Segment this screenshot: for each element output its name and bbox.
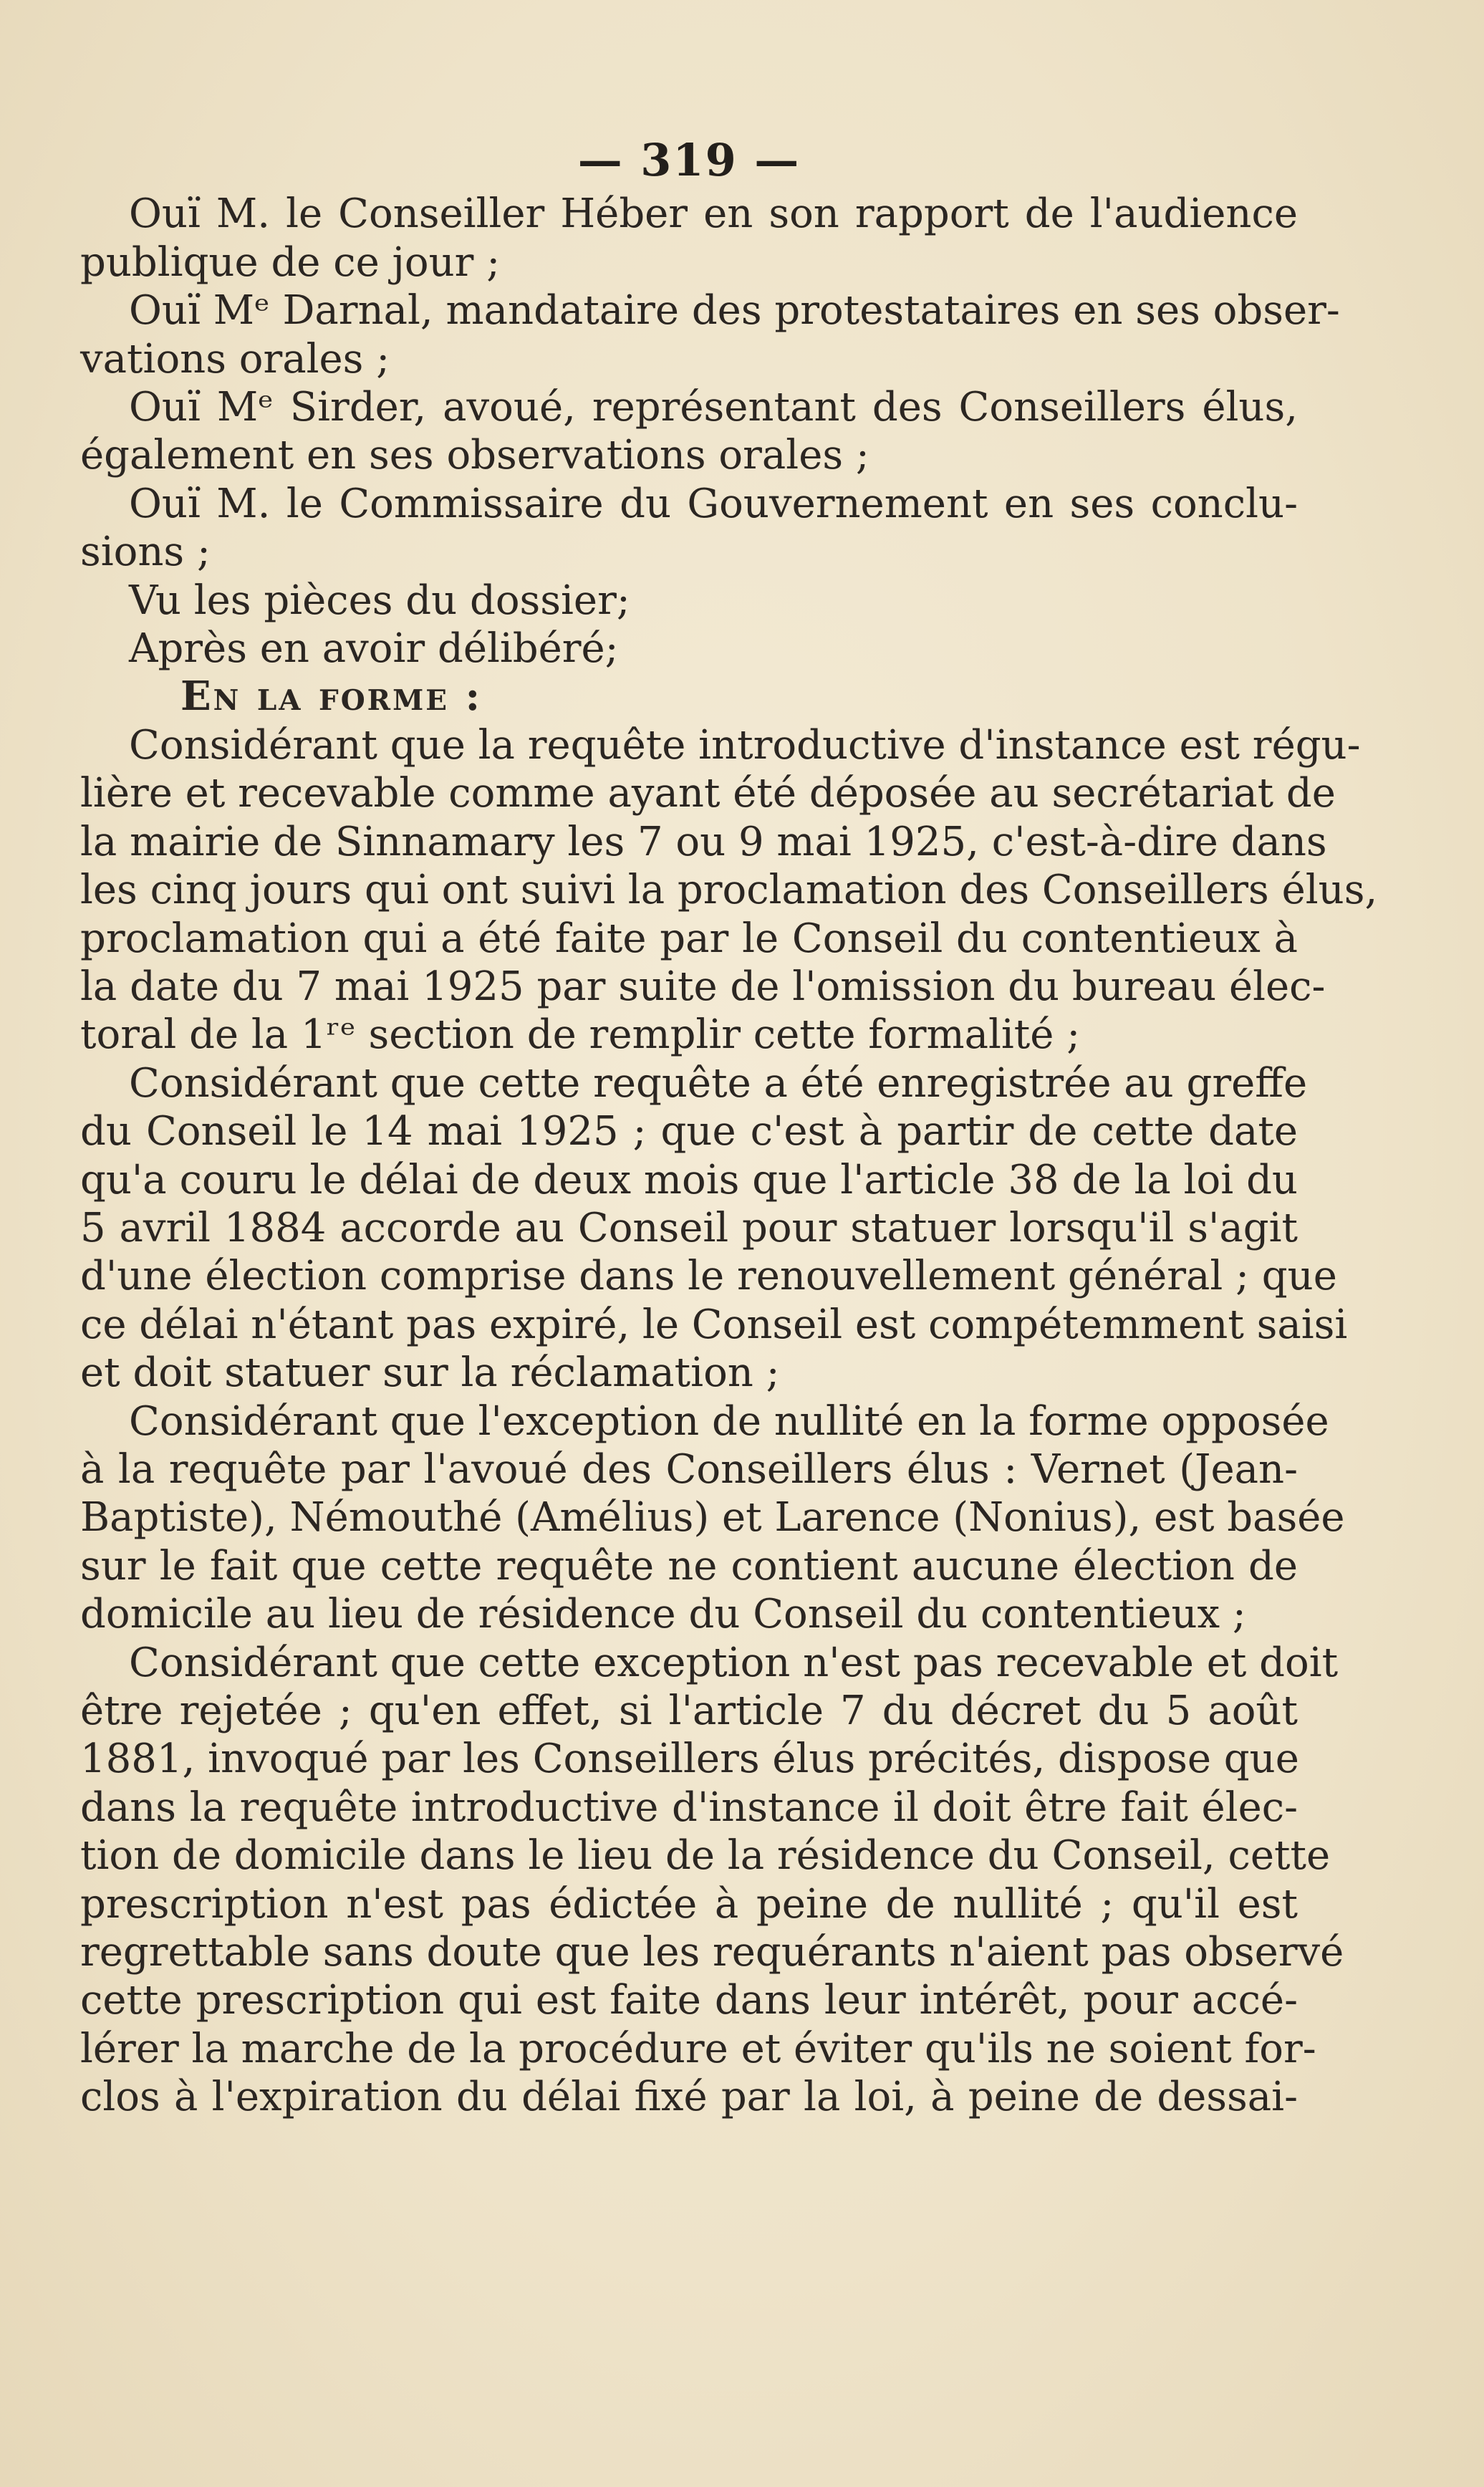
page-text <box>80 134 1378 2122</box>
paragraph-line: publique de ce jour ; <box>80 239 501 286</box>
paragraph-line: lérer la marche de la procédure et éviter qu'ils ne soient for- <box>80 2025 1316 2072</box>
paragraph-line: Ouï Mᵉ Darnal, mandataire des protestataires en ses obser- <box>129 287 1340 335</box>
paragraph-line: qu'a couru le délai de deux mois que l'article 38 de la loi du <box>80 1156 1298 1203</box>
paragraph-line: prescription n'est pas édictée à peine de nullité ; qu'il est <box>80 1880 1298 1928</box>
paragraph-line: sur le fait que cette requête ne contient aucune élection de <box>80 1542 1298 1589</box>
paragraph-line: 5 avril 1884 accorde au Conseil pour statuer lorsqu'il s'agit <box>80 1204 1298 1251</box>
paragraph-line: Considérant que cette requête a été enregistrée au greffe <box>129 1059 1308 1107</box>
paragraph-line: la date du 7 mai 1925 par suite de l'omission du bureau élec- <box>80 963 1326 1010</box>
paragraph-line: domicile au lieu de résidence du Conseil du contentieux ; <box>80 1591 1246 1638</box>
paragraph-line: 1881, invoqué par les Conseillers élus précités, dispose que <box>80 1736 1299 1783</box>
paragraph-line: proclamation qui a été faite par le Conseil du contentieux à <box>80 915 1298 962</box>
paragraph-line: d'une élection comprise dans le renouvellement général ; que <box>80 1253 1337 1300</box>
paragraph-line: ce délai n'étant pas expiré, le Conseil est compétemment saisi <box>80 1301 1348 1348</box>
paragraph-line: sions ; <box>80 529 211 576</box>
paragraph-line: lière et recevable comme ayant été déposée au secrétariat de <box>80 770 1336 817</box>
paragraph-line: toral de la 1ʳᵉ section de remplir cette formalité ; <box>80 1011 1081 1059</box>
paragraph-line: Ouï M. le Commissaire du Gouvernement en ses conclu- <box>129 480 1298 527</box>
paragraph-line: Baptiste), Némouthé (Amélius) et Larence (Nonius), est basée <box>80 1494 1345 1541</box>
paragraph-line: cette prescription qui est faite dans leur intérêt, pour accé- <box>80 1977 1298 2024</box>
paragraph-line: clos à l'expiration du délai fixé par la loi, à peine de dessai- <box>80 2074 1298 2121</box>
paragraph-line: et doit statuer sur la réclamation ; <box>80 1350 780 1397</box>
paragraph-line: Considérant que cette exception n'est pas recevable et doit <box>129 1639 1339 1686</box>
paragraph-line: Considérant que la requête introductive d'instance est régu- <box>129 721 1361 769</box>
paragraph-line: Ouï M. le Conseiller Héber en son rapport de l'audience <box>129 191 1298 238</box>
paragraph-line: regrettable sans doute que les requérants n'aient pas observé <box>80 1929 1344 1976</box>
paragraph-line: également en ses observations orales ; <box>80 432 869 479</box>
paragraph-line: la mairie de Sinnamary les 7 ou 9 mai 1925, c'est-à-dire dans <box>80 818 1327 865</box>
paragraph-line: vations orales ; <box>80 335 390 383</box>
paragraph-line: Vu les pièces du dossier; <box>129 577 630 624</box>
paragraph-line: tion de domicile dans le lieu de la résidence du Conseil, cette <box>80 1832 1331 1880</box>
paragraph-line: dans la requête introductive d'instance il doit être fait élec- <box>80 1784 1298 1831</box>
paragraph-line: à la requête par l'avoué des Conseillers élus : Vernet (Jean- <box>80 1445 1298 1493</box>
paragraph-line: Considérant que l'exception de nullité en la forme opposée <box>129 1398 1329 1445</box>
paragraph-line: être rejetée ; qu'en effet, si l'article 7 du décret du 5 août <box>80 1688 1298 1734</box>
paragraph-line: du Conseil le 14 mai 1925 ; que c'est à partir de cette date <box>80 1108 1298 1155</box>
paragraph-line: Ouï Mᵉ Sirder, avoué, représentant des Conseillers élus, <box>129 384 1298 431</box>
paragraph-line: les cinq jours qui ont suivi la proclamation des Conseillers élus, <box>80 867 1378 914</box>
paragraph-line: Après en avoir délibéré; <box>129 625 619 673</box>
section-heading: En la forme : <box>180 673 483 721</box>
page-number: — 319 — <box>577 134 801 186</box>
